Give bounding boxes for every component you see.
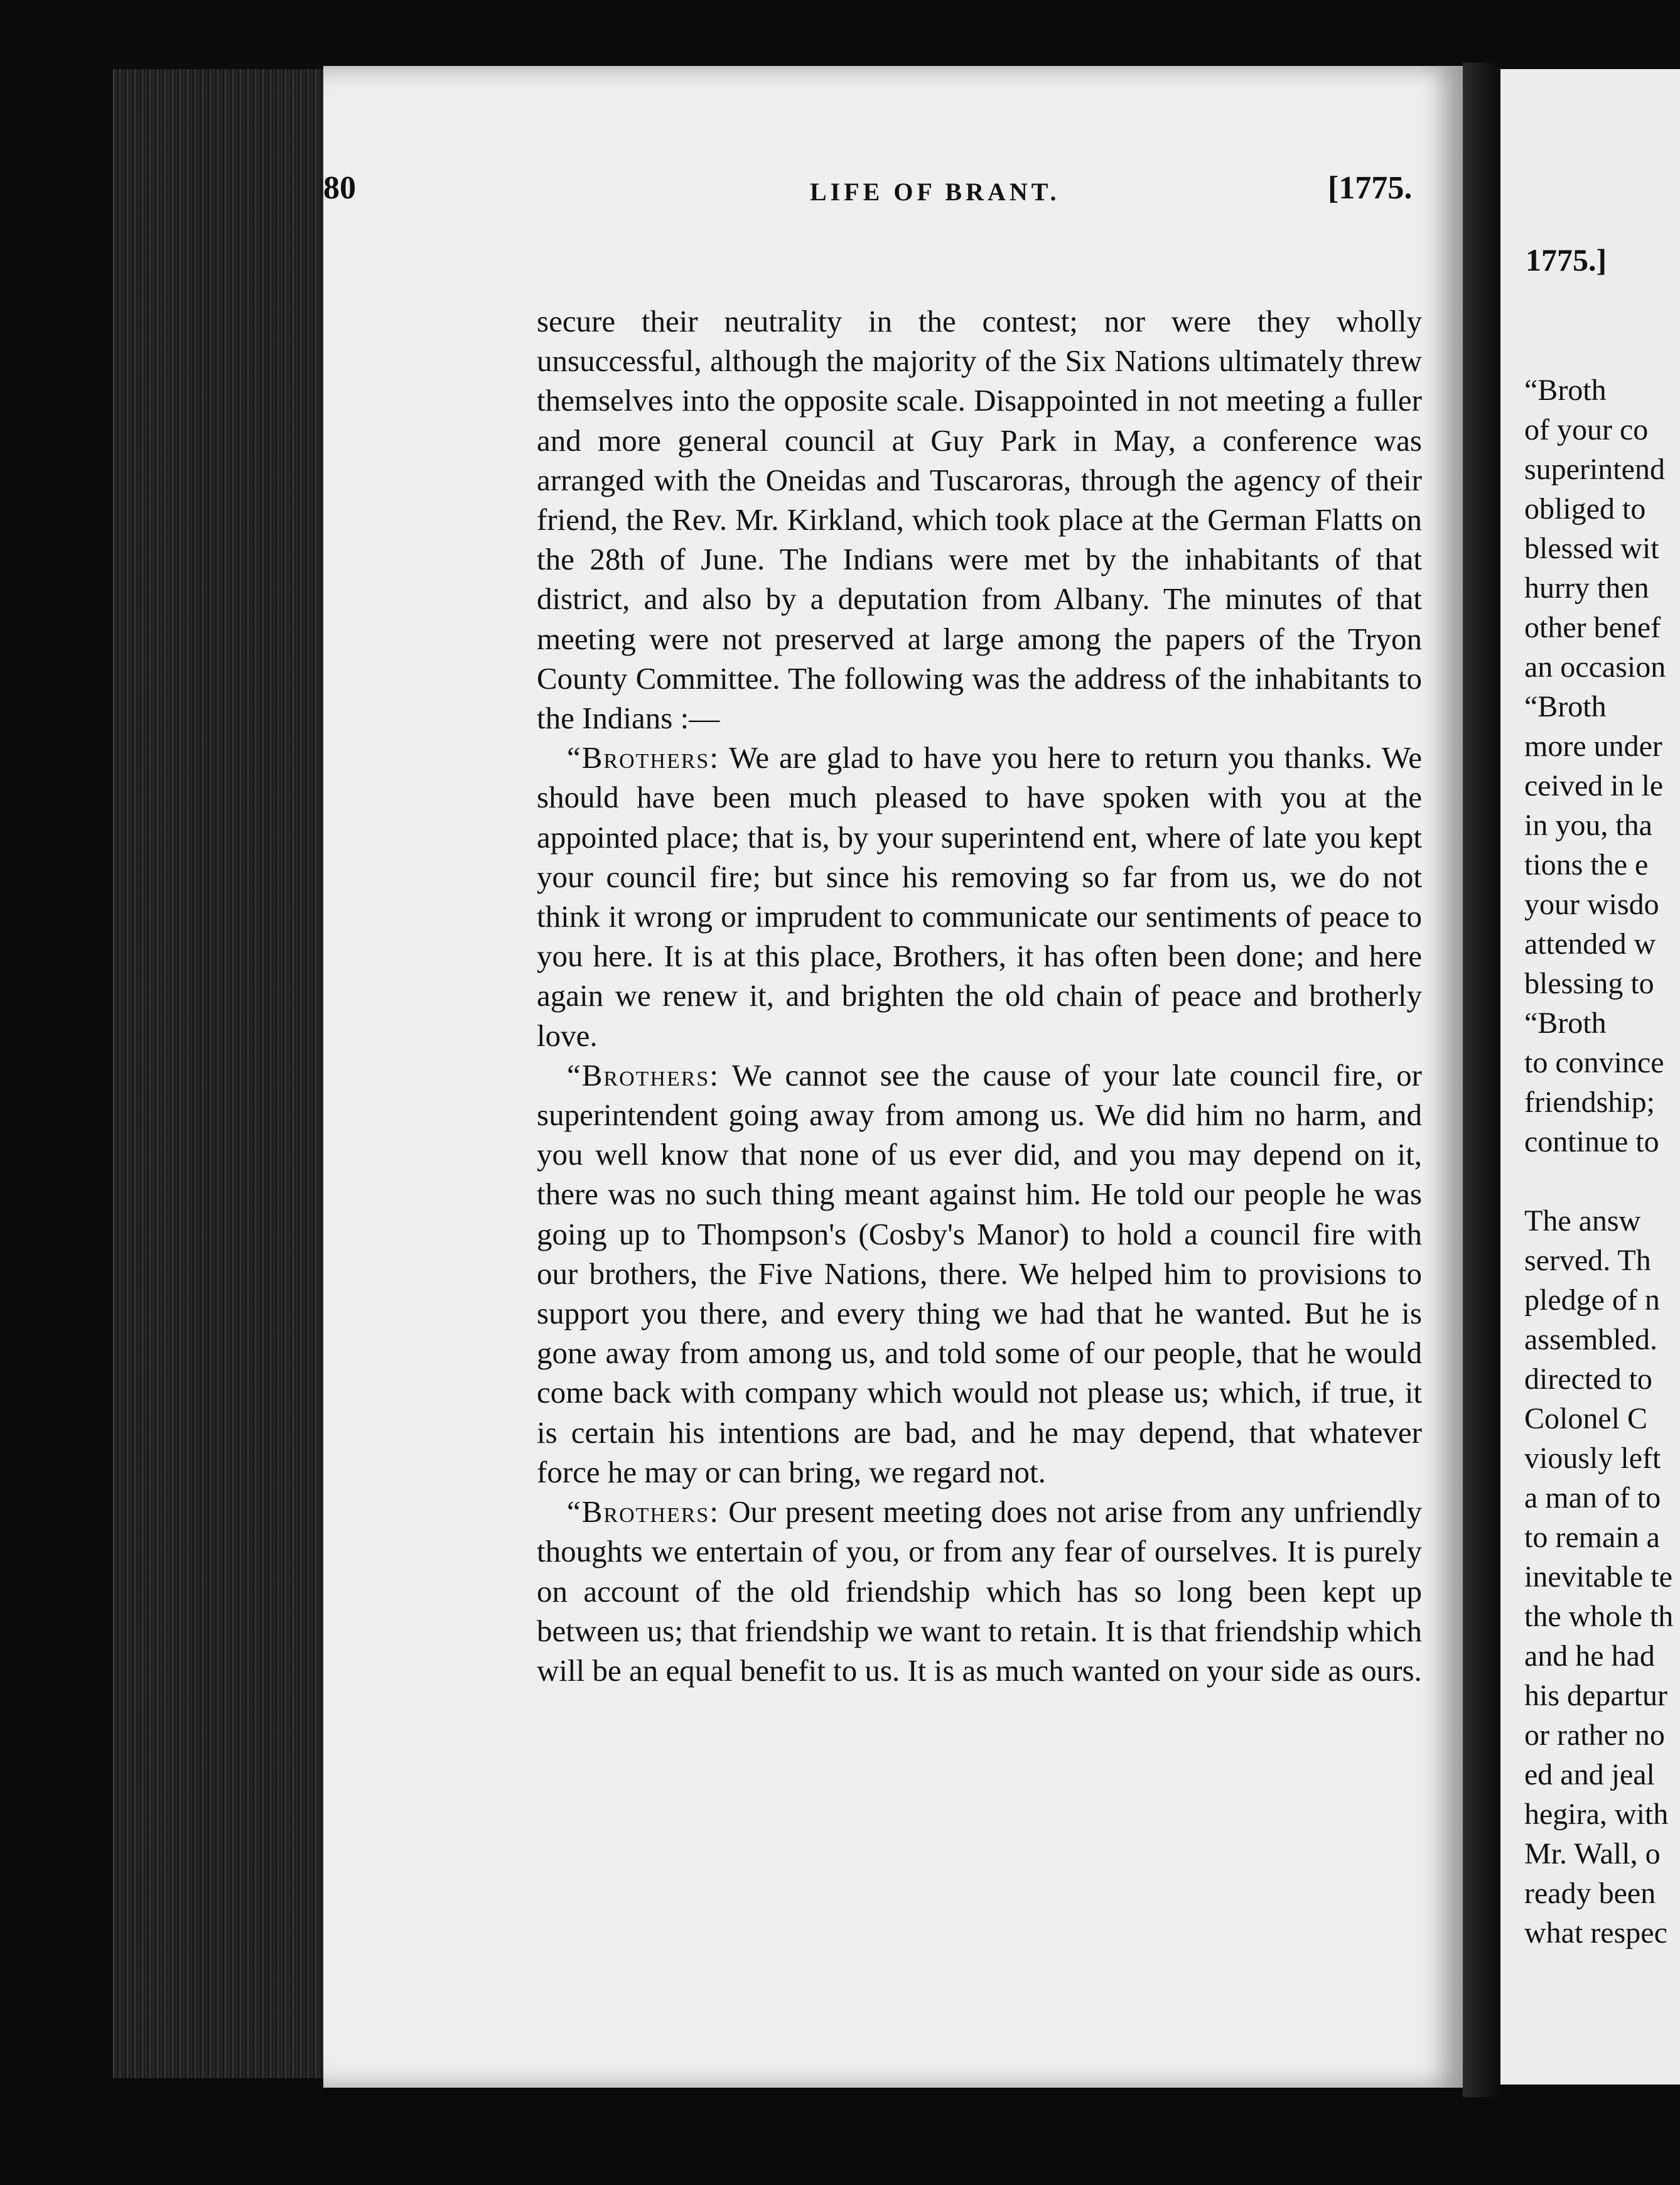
right-page-line: in you, tha [1524,809,1652,842]
right-page-line: and he had [1524,1639,1655,1673]
right-page-line: friendship; [1524,1086,1655,1119]
right-page-line: or rather no [1524,1718,1665,1752]
page-number: 80 [323,170,356,206]
right-page-line: of your co [1524,413,1649,446]
right-page-line: ceived in le [1524,769,1664,802]
right-page-line: a man of to [1524,1481,1661,1514]
right-page-line: hegira, with [1524,1798,1669,1831]
speech-text: Our present meeting does not arise from any unfriendly thoughts we entertain of you, or from any fear of ourselves. It is purely on account of the old friendship which has so long been kept up between us; that friendship we want to retain. It is that friendship which will be an equal benefit to us. It is as much wanted on your side as ours. [537,1494,1422,1688]
speech-text: We cannot see the cause of your late council fire, or superintendent going away from among us. We did him no harm, and you well know that none of us ever did, and you may depend on it, there was no such thing meant against him. He told our people he was going up to Thompson's (Cosby's Manor) to hold a council fire with our brothers, the Five Nations, there. We helped him to provisions to support you there, and every thing we had that he wanted. But he is gone away from among us, and told some of our people, that he would come back with company which would not please us; which, if true, it is certain his intentions are bad, and he may depend, that whatever force he may or can bring, we regard not. [537,1057,1422,1489]
speech-paragraph-1 [537,738,1422,1055]
right-page-line: assembled. [1524,1323,1657,1356]
main-text [537,301,1422,1690]
right-page-line: Mr. Wall, o [1524,1837,1661,1870]
right-page-line: “Broth [1524,374,1607,407]
right-page-line: more under [1524,730,1662,763]
right-page-line: continue to [1524,1125,1659,1158]
running-title: LIFE OF BRANT. [810,178,1060,206]
right-page-line: to remain a [1524,1521,1660,1554]
right-page-line: what respec [1524,1916,1667,1950]
right-page-line: pledge of n [1524,1283,1660,1317]
right-page-line: Colonel C [1524,1402,1648,1435]
right-page-line: an occasion [1524,650,1666,684]
right-page-line: inevitable te [1524,1560,1672,1594]
right-page-fragment [1500,69,1680,2085]
right-page-line [1524,1162,1680,1201]
right-page-line: hurry then [1524,571,1649,605]
right-page-line: your wisdo [1524,888,1659,921]
speech-salutation: “Brothers: [567,1057,719,1092]
right-page-line: to convince [1524,1046,1664,1079]
book-page-edges [113,69,328,2078]
right-page-line: blessed wit [1524,532,1659,565]
right-page-line: ready been [1524,1877,1656,1910]
speech-paragraph-2 [537,1055,1422,1492]
right-page-line: obliged to [1524,492,1646,526]
right-page-line: ed and jeal [1524,1758,1655,1791]
intro-paragraph: secure their neutrality in the contest; nor were they wholly unsuccessful, although the majority of the Six Nations ultimately threw themselves into the opposite scale. Disappointed in not meeting a fuller and more general council at Guy Park in May, a conference was arranged with the Oneidas and Tuscaroras, through the agency of their friend, the Rev. Mr. Kirkland, which took place at the German Flatts on the 28th of June. The Indians were met by the inhabitants of that district, and also by a deputation from Albany. The minutes of that meeting were not preserved at large among the papers of the Tryon County Committee. The following was the address of the inhabitants to the Indians :— [537,304,1422,736]
right-page-line: served. Th [1524,1244,1651,1277]
right-page-line: blessing to [1524,967,1654,1000]
header-year: [1775. [1328,170,1413,206]
book-gutter [1463,63,1500,2097]
right-page-line: his departur [1524,1679,1667,1712]
right-page-year: 1775.] [1526,242,1607,278]
right-page-text [1524,370,1680,1953]
right-page-line: attended w [1524,927,1656,961]
right-page-line: the whole th [1524,1600,1674,1633]
right-page-line: tions the e [1524,848,1649,882]
right-page-line: superintend [1524,453,1665,486]
right-page-line: “Broth [1524,690,1607,723]
right-page-line: other benef [1524,611,1661,644]
speech-text: We are glad to have you here to return you thanks. We should have been much pleased to have spoken with you at the appointed place; that is, by your superintend ent, where of late you kept your council fire; but since his removing so far from us, we do not think it wrong or imprudent to communicate our sentiments of peace to you here. It is at this place, Brothers, it has often been done; and here again we renew it, and brighten the old chain of peace and brotherly love. [537,740,1422,1053]
speech-paragraph-3 [537,1492,1422,1690]
speech-salutation: “Brothers: [567,740,719,775]
right-page-line: The answ [1524,1204,1641,1238]
right-page-line: directed to [1524,1362,1652,1396]
right-page-line: “Broth [1524,1006,1607,1040]
right-page-line: viously left [1524,1442,1661,1475]
speech-salutation: “Brothers: [567,1494,719,1530]
